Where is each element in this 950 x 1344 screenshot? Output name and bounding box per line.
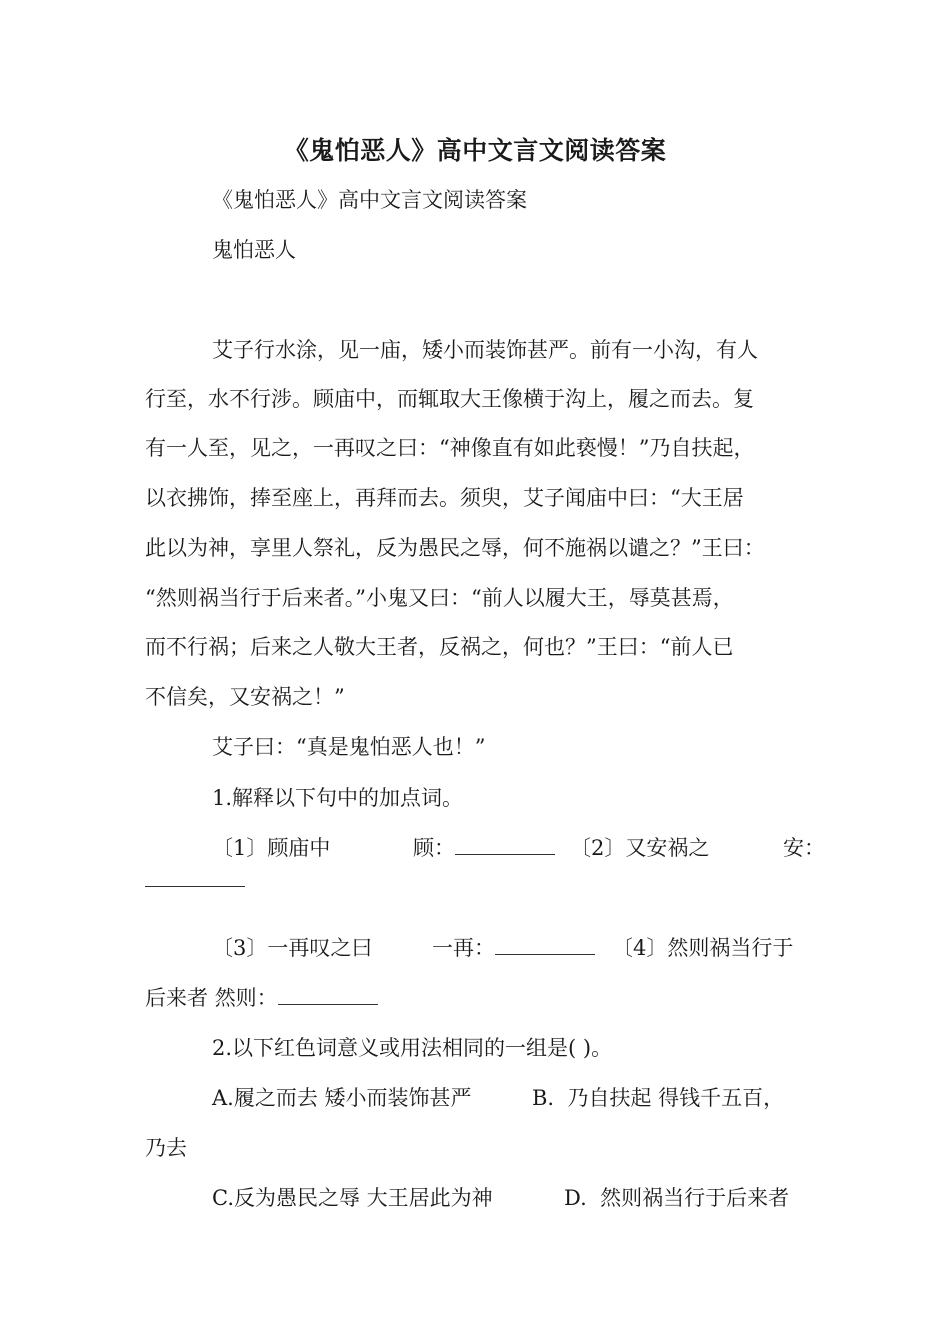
option-d[interactable] bbox=[564, 1183, 789, 1213]
option-b-label: B. bbox=[532, 1086, 555, 1110]
answer-blank[interactable] bbox=[495, 934, 595, 955]
q1-item-1-sentence: 〔1〕顾庙中 bbox=[212, 836, 331, 860]
question-2-stem: 2.以下红色词意义或用法相同的一组是( )。 bbox=[212, 1036, 613, 1060]
q1-item-4-sentence: 〔4〕然则祸当行于 bbox=[612, 936, 794, 960]
q1-item-4-word: 然则： bbox=[214, 986, 278, 1010]
option-c-label: C. bbox=[212, 1186, 234, 1210]
option-a-text: 履之而去 矮小而装饰甚严 bbox=[233, 1086, 472, 1110]
option-a[interactable] bbox=[212, 1083, 472, 1113]
document-title: 《鬼怕恶人》高中文言文阅读答案 bbox=[283, 136, 667, 165]
passage-line: 此以为神，享里人祭礼，反为愚民之辱，何不施祸以谴之？”王曰： bbox=[145, 536, 765, 560]
conclusion-line: 艾子曰：“真是鬼怕恶人也！” bbox=[212, 735, 486, 759]
option-d-label: D. bbox=[564, 1186, 587, 1210]
passage-line: 行至，水不行涉。顾庙中，而辄取大王像横于沟上，履之而去。复 bbox=[145, 387, 754, 411]
q1-item-3-word: 一再： bbox=[432, 936, 495, 960]
option-d-text: 然则祸当行于后来者 bbox=[600, 1186, 790, 1210]
passage-line: 而不行祸；后来之人敬大王者，反祸之，何也？”王曰：“前人已 bbox=[145, 635, 734, 659]
answer-blank[interactable] bbox=[278, 984, 378, 1005]
answer-blank[interactable] bbox=[145, 886, 245, 887]
answer-blank[interactable] bbox=[455, 834, 555, 855]
question-1-stem: 1.解释以下句中的加点词。 bbox=[212, 786, 464, 810]
passage-line: “然则祸当行于后来者。”小鬼又曰：“前人以履大王，辱莫甚焉， bbox=[145, 586, 734, 610]
option-c[interactable] bbox=[212, 1183, 493, 1213]
option-c-text: 反为愚民之辱 大王居此为神 bbox=[234, 1186, 493, 1210]
q1-item-4-answer bbox=[145, 983, 378, 1013]
q1-item-3-answer bbox=[432, 933, 595, 963]
passage-line: 不信矣，又安祸之！” bbox=[145, 685, 345, 709]
passage-line: 有一人至，见之，一再叹之曰：“神像直有如此亵慢！”乃自扶起， bbox=[145, 436, 755, 460]
option-b-text: 乃自扶起 得钱千五百， bbox=[567, 1086, 785, 1110]
q1-item-2-sentence: 〔2〕又安祸之 bbox=[570, 836, 710, 860]
passage-line: 以衣拂饰，捧至座上，再拜而去。须臾，艾子闻庙中曰：“大王居 bbox=[145, 486, 744, 510]
q1-item-2-word: 安： bbox=[783, 836, 825, 860]
option-b-cont: 乃去 bbox=[145, 1136, 187, 1160]
option-a-label: A. bbox=[212, 1086, 234, 1110]
q1-item-1-word: 顾： bbox=[413, 836, 455, 860]
q1-item-3-sentence: 〔3〕一再叹之曰 bbox=[212, 936, 373, 960]
passage-line: 艾子行水涂，见一庙，矮小而装饰甚严。前有一小沟，有人 bbox=[212, 338, 758, 362]
q1-item-4-sentence-cont: 后来者 bbox=[145, 986, 208, 1010]
option-b[interactable] bbox=[532, 1083, 784, 1113]
q1-item-1-answer bbox=[413, 833, 555, 863]
text-title: 鬼怕恶人 bbox=[212, 238, 296, 262]
subtitle: 《鬼怕恶人》高中文言文阅读答案 bbox=[212, 188, 527, 212]
